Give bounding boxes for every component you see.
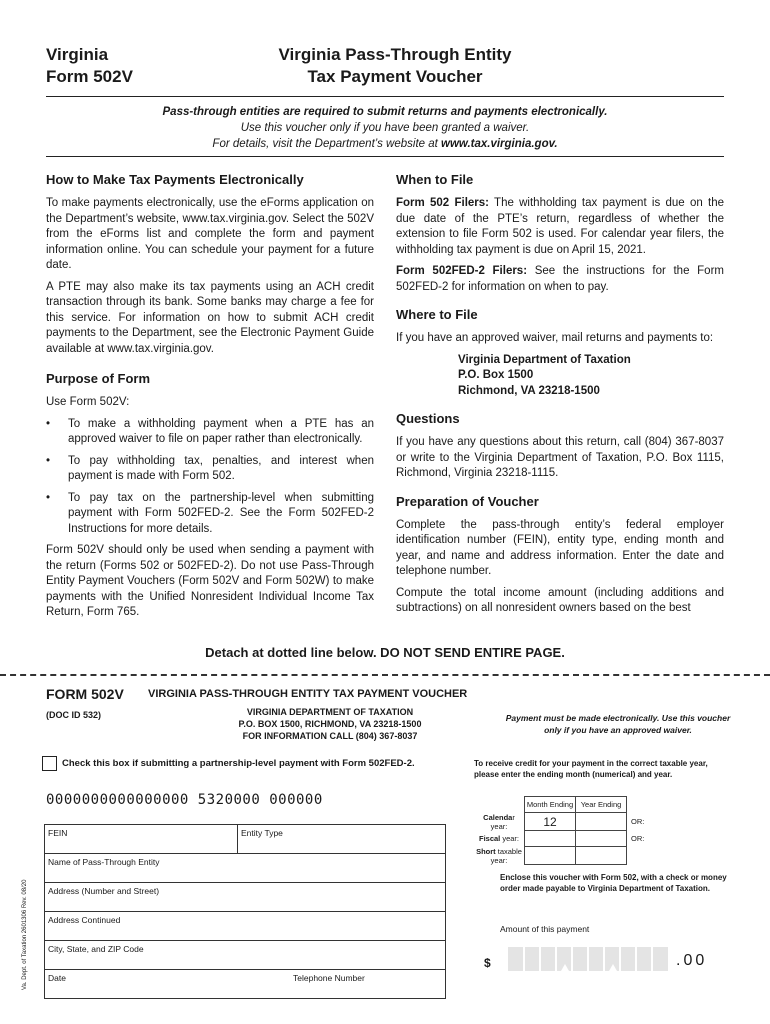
fein-label: FEIN	[48, 828, 68, 838]
heading-questions: Questions	[396, 411, 460, 426]
scan-line-digits: 0000000000000000 5320000 000000	[46, 792, 323, 808]
heading-electronic-payments: How to Make Tax Payments Electronically	[46, 172, 304, 187]
partnership-level-checkbox-label: Check this box if submitting a partnership-level payment with Form 502FED-2.	[62, 758, 415, 769]
department-info	[210, 706, 450, 742]
paragraph-compute: Compute the total income amount (including additions and subtractions) on all nonresident owners based on the best	[396, 586, 724, 614]
address-continued-label: Address Continued	[48, 915, 121, 925]
purpose-item: • To make a withholding payment when a PTE has an approved waiver to file on paper rather than electronically.	[46, 417, 374, 448]
entity-name-label: Name of Pass-Through Entity	[48, 857, 160, 867]
entity-name-field[interactable]	[45, 854, 445, 883]
empty-cell	[627, 847, 682, 865]
paragraph-eforms: To make payments electronically, use the eForms application on the Department’s website, www.tax.virginia.gov. Select the 502V from the eForms list and complete the form and payment information online. You can schedule your payment for a future date.	[46, 197, 374, 271]
paragraph-usage-limits: Form 502V should only be used when sending a payment with the return (Forms 502 or 502FED-2). Do not use Pass-Through Entity Payment Vouchers (Form 502V and Form 502W) to make payments with the Unified Nonresident Individual Income Tax Return, Form 765.	[46, 544, 374, 618]
fiscal-month-field[interactable]	[525, 831, 576, 847]
date-phone-row	[45, 970, 445, 998]
heading-purpose: Purpose of Form	[46, 371, 151, 386]
amount-cents: .00	[676, 952, 708, 969]
credit-instructions: To receive credit for your payment in the correct taxable year, please enter the ending month (numerical) and year.	[474, 759, 708, 779]
calendar-label-bold: Calenda	[483, 812, 513, 822]
doc-id: (DOC ID 532)	[46, 710, 102, 720]
telephone-label: Telephone Number	[293, 973, 365, 983]
form-revision-text: Va. Dept. of Taxation 2601306 Rev. 08/20	[22, 879, 28, 990]
form502fed2-filers-label: Form 502FED-2 Filers:	[396, 265, 528, 277]
empty-cell	[627, 797, 682, 813]
address-line: Virginia Department of Taxation	[458, 353, 631, 366]
calendar-label-rest: r year:	[490, 812, 515, 831]
fein-field[interactable]	[45, 825, 238, 853]
enclose-instructions: Enclose this voucher with Form 502, with a check or money order made payable to Virginia Department of Taxation.	[500, 873, 727, 893]
left-column	[46, 172, 374, 627]
fiscal-year-field[interactable]	[576, 831, 627, 847]
month-ending-header: Month Ending	[525, 797, 576, 813]
short-month-field[interactable]	[525, 847, 576, 865]
year-ending-header: Year Ending	[576, 797, 627, 813]
heading-preparation: Preparation of Voucher	[396, 493, 539, 509]
amount-label: Amount of this payment	[500, 924, 590, 934]
detach-instruction: Detach at dotted line below. DO NOT SEND ENTIRE PAGE.	[205, 645, 565, 660]
perforation-line	[0, 674, 770, 676]
notice-line-1: Pass-through entities are required to submit returns and payments electronically.	[162, 106, 608, 118]
address-line: P.O. Box 1500	[458, 369, 534, 381]
paragraph-preparation: Complete the pass-through entity’s federal employer identification number (FEIN), entity type, ending month and year, and name and address information. Enter the date and telephone number.	[396, 518, 724, 577]
fein-row	[45, 825, 445, 854]
website-link[interactable]: www.tax.virginia.gov.	[441, 138, 558, 150]
notice-line-2: Use this voucher only if you have been granted a waiver.	[240, 122, 530, 134]
purpose-item: • To pay tax on the partnership-level when submitting payment with Form 502FED-2. See the Form 502FED-2 Instructions for more details.	[46, 491, 374, 538]
short-label-rest: taxable year:	[490, 846, 522, 865]
entity-type-field[interactable]	[238, 825, 445, 853]
form-title-heading	[250, 44, 540, 88]
address-continued-field[interactable]	[45, 912, 445, 941]
period-table	[474, 796, 681, 865]
or-label: OR:	[631, 817, 645, 826]
street-address-field[interactable]	[45, 883, 445, 912]
form502-filers-label: Form 502 Filers:	[396, 197, 489, 209]
form502-filers-text: The withholding tax payment is due on the due date of the PTE’s return, regardless of whether the extension to file Form 502 is used. For calendar year filers, the withholding tax payment is due on April 15, 2021.	[396, 197, 724, 256]
paragraph-use-form: Use Form 502V:	[46, 396, 130, 408]
city-state-zip-field[interactable]	[45, 941, 445, 970]
calendar-year-field[interactable]	[576, 813, 627, 831]
purpose-item: • To pay withholding tax, penalties, and interest when payment is made with Form 502.	[46, 454, 374, 485]
mailing-address	[458, 353, 724, 400]
short-label-bold: Short	[476, 846, 496, 856]
fiscal-label-bold: Fiscal	[478, 834, 501, 843]
dollar-sign: $	[484, 956, 491, 970]
notice-line-3: For details, visit the Department’s website at	[212, 138, 442, 150]
calendar-month-field[interactable]: 12	[525, 813, 576, 831]
voucher-form-subtitle: VIRGINIA PASS-THROUGH ENTITY TAX PAYMENT VOUCHER	[148, 688, 468, 700]
entity-info-fields	[44, 824, 446, 999]
short-year-field[interactable]	[576, 847, 627, 865]
header-divider	[46, 96, 724, 97]
form-number: Form 502V	[46, 67, 133, 86]
form502fed2-filers-text: See the instructions for the Form 502FED-2 for information on when to pay.	[396, 265, 724, 293]
department-line: FOR INFORMATION CALL (804) 367-8037	[242, 731, 418, 741]
fiscal-label-rest: year:	[500, 834, 520, 843]
paragraph-questions: If you have any questions about this return, call (804) 367-8037 or write to the Virginia Department of Taxation, P.O. Box 1115, Richmond, Virginia 23218-1115.	[396, 436, 724, 479]
form-id-heading	[46, 44, 133, 88]
entity-type-label: Entity Type	[241, 828, 283, 838]
address-line: Richmond, VA 23218-1500	[458, 384, 600, 397]
payment-amount-field[interactable]	[508, 947, 668, 971]
heading-when-to-file: When to File	[396, 172, 474, 187]
city-state-zip-label: City, State, and ZIP Code	[48, 944, 144, 954]
amount-digit-separators	[508, 947, 668, 971]
calendar-year-label	[474, 813, 525, 831]
voucher-form-title: FORM 502V	[46, 686, 124, 702]
right-column	[396, 172, 724, 623]
notice-divider	[46, 156, 724, 157]
date-field[interactable]	[45, 970, 285, 998]
empty-cell	[474, 797, 525, 813]
form-title-line1: Virginia Pass-Through Entity	[278, 45, 512, 64]
state-name: Virginia	[46, 45, 109, 64]
telephone-field[interactable]	[290, 970, 445, 998]
electronic-notice	[46, 104, 724, 152]
form-title-line2: Tax Payment Voucher	[307, 67, 483, 86]
paragraph-ach: A PTE may also make its tax payments using an ACH credit transaction through its bank. Some banks may charge a fee for this service. For information on how to submit ACH credit payments to the Department, see the Electronic Payment Guide available at www.tax.virginia.gov.	[46, 280, 374, 355]
department-line: VIRGINIA DEPARTMENT OF TAXATION	[246, 707, 414, 717]
heading-where-to-file: Where to File	[396, 307, 478, 322]
or-label: OR:	[631, 834, 645, 843]
fiscal-year-label	[474, 831, 525, 847]
department-line: P.O. BOX 1500, RICHMOND, VA 23218-1500	[238, 719, 422, 729]
paragraph-mail-to: If you have an approved waiver, mail returns and payments to:	[396, 332, 714, 344]
date-label: Date	[48, 973, 66, 983]
street-address-label: Address (Number and Street)	[48, 886, 160, 896]
purpose-list	[46, 417, 374, 538]
partnership-level-checkbox[interactable]	[42, 756, 57, 771]
short-year-label	[474, 847, 525, 865]
electronic-payment-note: Payment must be made electronically. Use this voucher only if you have an approved waiver.	[505, 713, 731, 735]
